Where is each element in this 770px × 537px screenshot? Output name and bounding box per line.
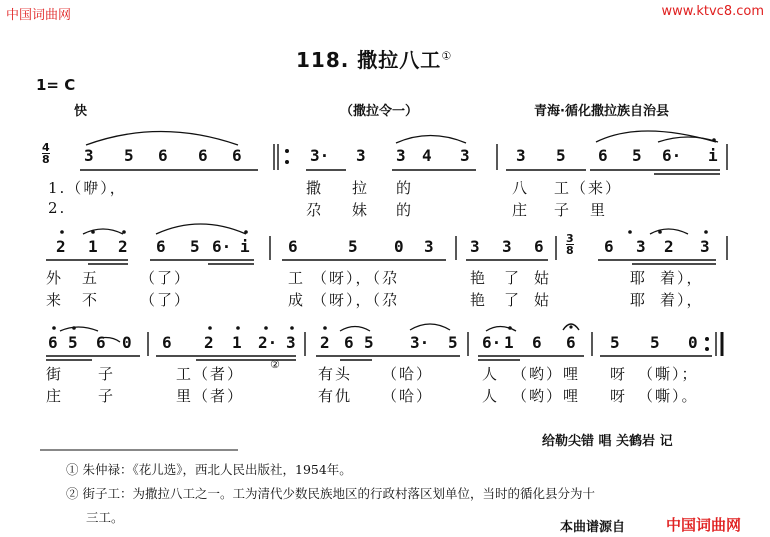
note: 3: [84, 146, 94, 165]
lyric: 工（来）: [554, 179, 623, 197]
watermark-left: 中国词曲网: [6, 8, 72, 23]
lyric: 八: [512, 179, 530, 197]
lyric: （呀），（尕: [312, 269, 400, 287]
key-signature: 1= C: [36, 76, 76, 94]
note: 6: [532, 333, 542, 352]
lyric: 有仇: [318, 387, 353, 405]
lyric: 的: [396, 179, 414, 197]
lyric: 不: [82, 291, 100, 309]
note: 0: [688, 333, 698, 352]
note: 2: [118, 237, 128, 256]
note: 3: [516, 146, 526, 165]
note: 3: [470, 237, 480, 256]
source-site: 中国词曲网: [666, 516, 742, 534]
lyric: 成: [288, 291, 306, 309]
credits: 给勒尖错 唱 关鹤岩 记: [542, 434, 673, 449]
lyric: 耶: [630, 291, 648, 309]
note: 3: [396, 146, 406, 165]
lyric: 艳: [470, 269, 488, 287]
note: i: [708, 146, 718, 165]
lyric: （哈）: [382, 365, 434, 383]
lyric: 姑: [534, 269, 552, 287]
note: 5: [610, 333, 620, 352]
lyric: 有头: [318, 365, 353, 383]
lyric: 五: [82, 269, 100, 287]
lyric: （了）: [140, 269, 192, 287]
note: 5: [448, 333, 458, 352]
note: 3: [700, 237, 710, 256]
note: 3: [286, 333, 296, 352]
lyric: 妹: [352, 201, 370, 219]
lyric: 街: [46, 365, 64, 383]
time-signature: 4 8: [42, 141, 50, 166]
lyric: 子: [98, 365, 116, 383]
lyric: 人: [482, 365, 500, 383]
lyric: 着），: [660, 269, 704, 287]
footnote-2: ② 街子工：为撒拉八工之一。工为清代少数民族地区的行政村落区划单位，当时的循化县分为十: [66, 486, 596, 501]
lyric: 里（者）: [176, 387, 245, 405]
note: 6: [96, 333, 106, 352]
lyric: （呀），（尕: [312, 291, 400, 309]
note: 6: [288, 237, 298, 256]
region: 青海·循化撒拉族自治县: [534, 104, 669, 119]
lyric: 里: [590, 201, 608, 219]
note: 3: [424, 237, 434, 256]
lyric: （哟）哩: [512, 365, 581, 383]
note: 2: [56, 237, 66, 256]
lyric: 呀: [610, 365, 628, 383]
note: 5: [632, 146, 642, 165]
lyric: 子: [554, 201, 572, 219]
lyric: 着），: [660, 291, 704, 309]
lyric: （嘶）；: [638, 365, 699, 383]
note: 2·: [258, 333, 278, 352]
note: 6·: [482, 333, 502, 352]
note: 2: [204, 333, 214, 352]
note: 6: [534, 237, 544, 256]
lyric: 撒: [306, 179, 324, 197]
note: 5: [650, 333, 660, 352]
subtitle: （撒拉令一）: [340, 104, 419, 119]
note: 6: [344, 333, 354, 352]
watermark-right: www.ktvc8.com: [661, 4, 764, 19]
lyric: 的: [396, 201, 414, 219]
note: 1: [504, 333, 514, 352]
lyric: 1.（咿），: [48, 179, 127, 197]
note: i: [240, 237, 250, 256]
time-signature-change: 3 8: [566, 232, 574, 257]
note: 3: [502, 237, 512, 256]
note: 6·: [212, 237, 232, 256]
lyric: 来: [46, 291, 64, 309]
note: 6: [198, 146, 208, 165]
lyric: 耶: [630, 269, 648, 287]
lyric: （嘶）。: [638, 387, 699, 405]
source-label: 本曲谱源自: [560, 520, 626, 535]
lyric: 艳: [470, 291, 488, 309]
note: 0: [394, 237, 404, 256]
note: 5: [348, 237, 358, 256]
lyric: 人: [482, 387, 500, 405]
note: 6: [156, 237, 166, 256]
song-title: 118. 撒拉八工①: [296, 48, 453, 72]
note: 2: [320, 333, 330, 352]
note: 1: [232, 333, 242, 352]
footnote-mark: ②: [270, 358, 280, 371]
note: 3: [356, 146, 366, 165]
note: 4: [422, 146, 432, 165]
lyric: （哟）哩: [512, 387, 581, 405]
note: 3: [636, 237, 646, 256]
lyric: 2.: [48, 199, 67, 217]
note: 5: [68, 333, 78, 352]
note: 6: [232, 146, 242, 165]
lyric: 姑: [534, 291, 552, 309]
lyric: 尕: [306, 201, 324, 219]
lyric: （了）: [140, 291, 192, 309]
note: 6: [162, 333, 172, 352]
note: 6·: [662, 146, 682, 165]
lyric: 工（者）: [176, 365, 245, 383]
note: 6: [48, 333, 58, 352]
lyric: 外: [46, 269, 64, 287]
lyric: 了: [504, 269, 522, 287]
note: 0: [122, 333, 132, 352]
lyric: 了: [504, 291, 522, 309]
lyric: 子: [98, 387, 116, 405]
note: 3: [460, 146, 470, 165]
note: 6: [604, 237, 614, 256]
note: 5: [190, 237, 200, 256]
note: 5: [124, 146, 134, 165]
note: 6: [158, 146, 168, 165]
note: 2: [664, 237, 674, 256]
lyric: 庄: [46, 387, 64, 405]
lyric: 呀: [610, 387, 628, 405]
note: 6: [566, 333, 576, 352]
note: 6: [598, 146, 608, 165]
footnote-1: ① 朱仲禄：《花儿选》，西北人民出版社，1954年。: [66, 462, 352, 477]
footnote-2-cont: 三工。: [86, 510, 124, 525]
note: 5: [364, 333, 374, 352]
lyric: （哈）: [382, 387, 434, 405]
note: 3·: [310, 146, 330, 165]
lyric: 工: [288, 269, 306, 287]
lyric: 拉: [352, 179, 370, 197]
lyric: 庄: [512, 201, 530, 219]
note: 5: [556, 146, 566, 165]
note: 1: [88, 237, 98, 256]
tempo-marking: 快: [74, 104, 88, 119]
note: 3·: [410, 333, 430, 352]
